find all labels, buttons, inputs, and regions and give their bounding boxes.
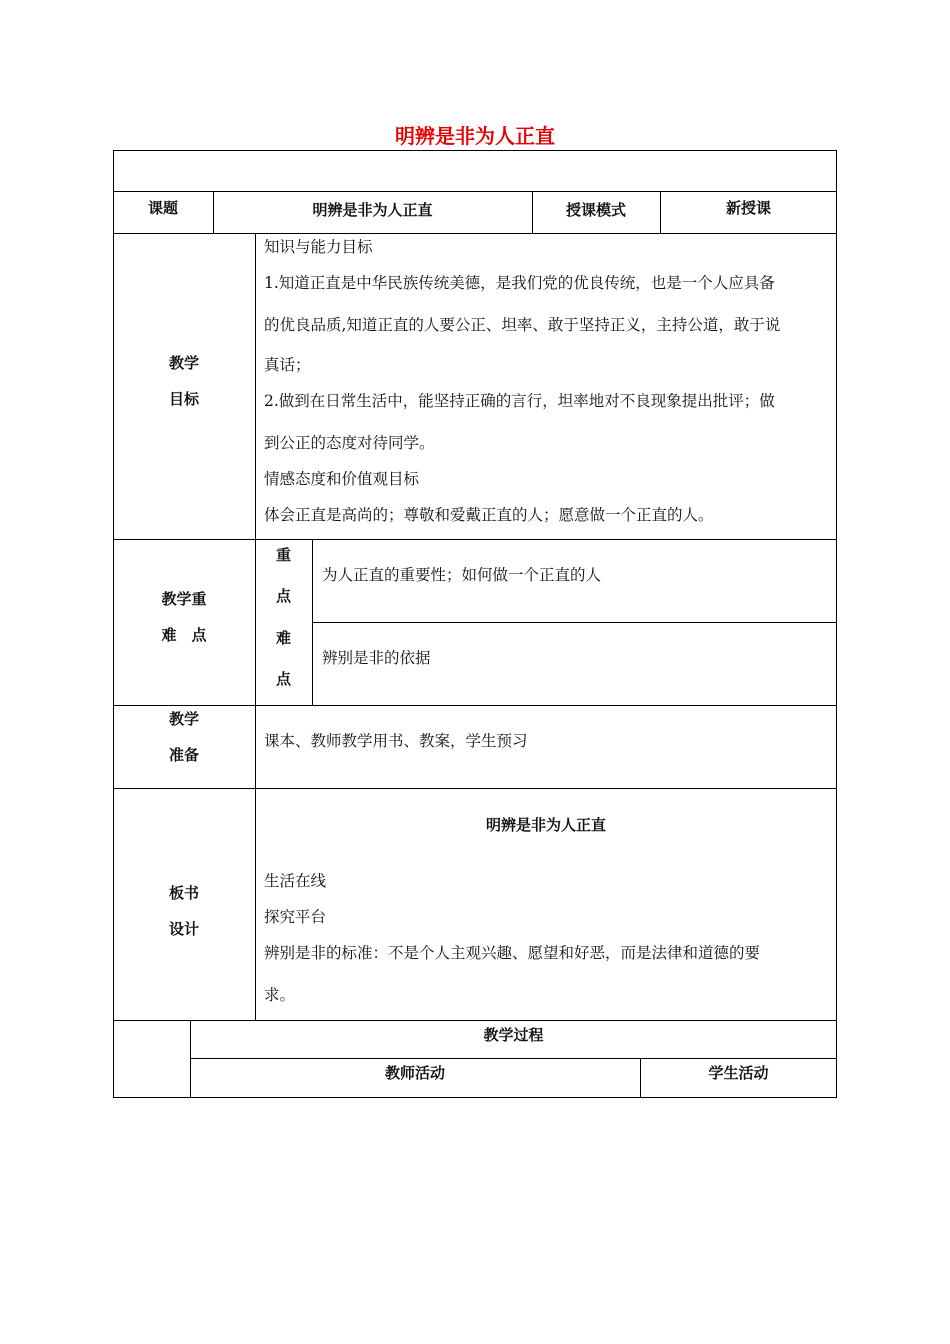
row-divider: [190, 1058, 837, 1059]
row-divider: [113, 705, 837, 706]
col-divider: [312, 539, 313, 705]
objectives-heading-emotion: 情感态度和价值观目标: [264, 470, 420, 488]
page-title: 明辨是非为人正直: [395, 124, 555, 148]
board-label-2: 设计: [168, 920, 199, 938]
objective-emotion-text: 体会正直是高尚的；尊敬和爱戴正直的人；愿意做一个正直的人。: [264, 506, 714, 524]
key-char-1: 重: [275, 546, 291, 564]
difficulty-text: 辨别是非的依据: [322, 649, 431, 667]
keypoints-label-2: 难 点: [161, 626, 207, 644]
board-line-2: 探究平台: [264, 908, 327, 926]
row-divider: [113, 1020, 837, 1021]
row-divider: [113, 788, 837, 789]
row-divider: [113, 191, 837, 192]
difficulty-char-1: 难: [275, 629, 291, 647]
difficulty-char-2: 点: [275, 670, 291, 688]
board-line-3b: 求。: [264, 986, 296, 1004]
mode-value: 新授课: [725, 199, 771, 217]
board-title: 明辨是非为人正直: [485, 816, 606, 834]
label-mode: 授课模式: [565, 201, 626, 219]
board-line-3a: 辨别是非的标准：不是个人主观兴趣、愿望和好恶，而是法律和道德的要: [264, 944, 761, 962]
student-activity-header: 学生活动: [708, 1064, 769, 1082]
objective-item-1-line-1: 1.知道正直是中华民族传统美德，是我们党的优良传统，也是一个人应具备: [264, 274, 775, 292]
key-point-text: 为人正直的重要性；如何做一个正直的人: [322, 566, 602, 584]
preparation-label-2: 准备: [168, 746, 199, 764]
key-char-2: 点: [275, 587, 291, 605]
objectives-label-2: 目标: [168, 390, 199, 408]
preparation-label-1: 教学: [168, 710, 199, 728]
teacher-activity-header: 教师活动: [384, 1064, 445, 1082]
board-label-1: 板书: [168, 884, 199, 902]
preparation-text: 课本、教师教学用书、教案，学生预习: [264, 732, 528, 750]
objective-item-1-line-3: 真话；: [264, 356, 311, 374]
objective-item-1-line-2: 的优良品质,知道正直的人要公正、坦率、敢于坚持正义，主持公道，敢于说: [264, 316, 781, 334]
objectives-label-1: 教学: [168, 354, 199, 372]
row-divider: [113, 233, 837, 234]
board-line-1: 生活在线: [264, 872, 327, 890]
row-divider: [113, 539, 837, 540]
process-heading: 教学过程: [483, 1026, 544, 1044]
objective-item-2-line-1: 2.做到在日常生活中，能坚持正确的言行，坦率地对不良现象提出批评；做: [264, 392, 775, 410]
keypoints-label-1: 教学重: [161, 590, 207, 608]
objectives-heading-knowledge: 知识与能力目标: [264, 238, 373, 256]
row-divider: [312, 622, 837, 623]
label-topic: 课题: [148, 199, 179, 217]
topic-value: 明辨是非为人正直: [312, 201, 433, 219]
objective-item-2-line-2: 到公正的态度对待同学。: [264, 434, 435, 452]
